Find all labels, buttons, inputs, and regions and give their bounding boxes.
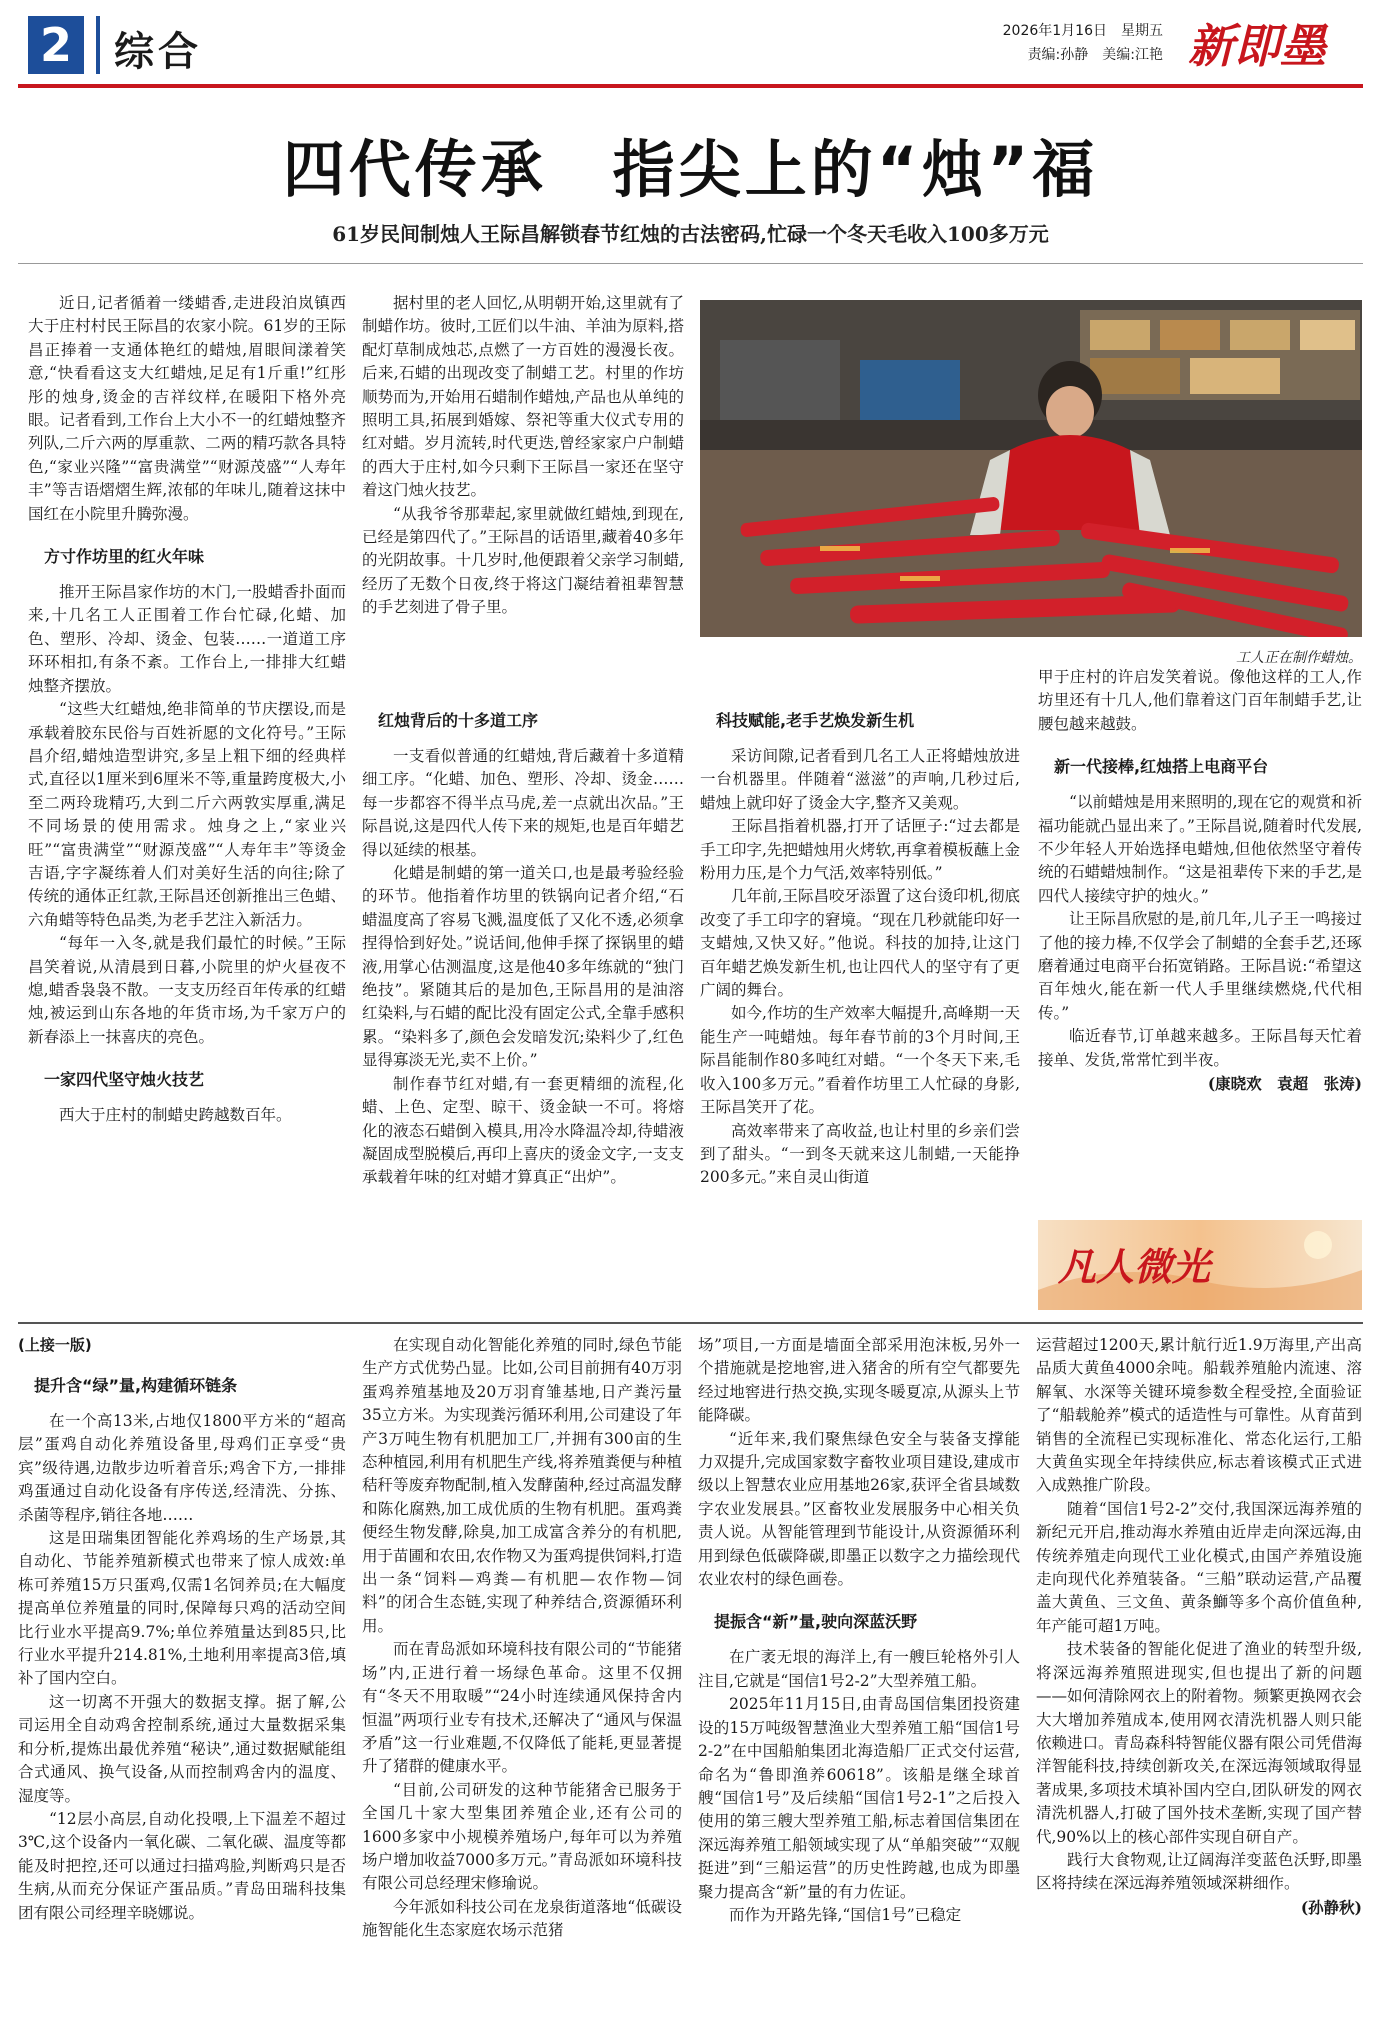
article-column-4 bbox=[1038, 666, 1362, 1096]
paragraph: 化蜡是制蜡的第一道关口,也是最考验经验的环节。他指着作坊里的铁锅向记者介绍,“石蜡温度高了容易飞溅,温度低了又化不透,必须拿捏得恰到好处。”说话间,他伸手探了探锅里的蜡液,用掌心估测温度,这是他40多年练就的“独门绝技”。紧随其后的是加色,王际昌用的是油溶红染料,与石蜡的配比没有固定公式,全靠手感积累。“染料多了,颜色会发暗发沉;染料少了,红色显得寡淡无光,卖不上价。” bbox=[362, 864, 684, 1070]
paragraph: “12层小高层,自动化投喂,上下温差不超过3℃,这个设备内一氧化碳、二氧化碳、温度等都能及时把控,还可以通过扫描鸡脸,判断鸡只是否生病,从而充分保证产蛋品质。”青岛田瑞科技集团有限公司经理辛晓娜说。 bbox=[18, 1809, 346, 1922]
paragraph: 推开王际昌家作坊的木门,一股蜡香扑面而来,十几名工人正围着工作台忙碌,化蜡、加色、塑形、冷却、烫金、包装……一道道工序环环相扣,有条不紊。工作台上,一排排大红蜡烛整齐摆放。 bbox=[28, 583, 346, 695]
masthead-divider bbox=[96, 16, 100, 74]
paragraph: 制作春节红对蜡,有一套更精细的流程,化蜡、上色、定型、晾干、烫金缺一不可。将熔化的液态石蜡倒入模具,用冷水降温冷却,待蜡液凝固成型脱模后,再印上喜庆的烫金文字,一支支承载着年味的红对蜡才算真正“出炉”。 bbox=[362, 1074, 684, 1187]
paragraph: 技术装备的智能化促进了渔业的转型升级,将深远海养殖照进现实,但也提出了新的问题——如何清除网衣上的附着物。频繁更换网衣会大大增加养殖成本,使用网衣清洗机器人则只能依赖进口。青岛森科特智能仪器有限公司凭借海洋智能科技,持续创新攻关,在深远海领域取得显著成果,多项技术填补国内空白,团队研发的网衣清洗机器人,打破了国外技术垄断,实现了国产替代,90%以上的核心部件实现自研自产。 bbox=[1036, 1640, 1362, 1846]
subheading: 一家四代坚守烛火技艺 bbox=[44, 1070, 205, 1090]
continuation-column-1 bbox=[18, 1334, 346, 1925]
paragraph: 王际昌指着机器,打开了话匣子:“过去都是手工印字,先把蜡烛用火烤软,再拿着模板蘸上金粉用力压,是个力气活,效率特别低。” bbox=[700, 817, 1020, 883]
paragraph: 在广袤无垠的海洋上,有一艘巨轮格外引人注目,它就是“国信1号2-2”大型养殖工船。 bbox=[698, 1648, 1020, 1690]
paragraph: 近日,记者循着一缕蜡香,走进段泊岚镇西大于庄村村民王际昌的农家小院。61岁的王际昌正捧着一支通体艳红的蜡烛,眉眼间漾着笑意,“快看看这支大红蜡烛,足足有1斤重!”红彤彤的烛身,烫金的吉祥纹样,在暖阳下格外亮眼。记者看到,工作台上大小不一的红蜡烛整齐列队,二斤六两的厚重款、二两的精巧款各具特色,“家业兴隆”“富贵满堂”“财源茂盛”“人寿年丰”等吉语熠熠生辉,浓郁的年味儿,随着这抹中国红在小院里升腾弥漫。 bbox=[28, 294, 346, 523]
photo-caption: 工人正在制作蜡烛。 bbox=[1236, 650, 1362, 666]
paragraph: 而作为开路先锋,“国信1号”已稳定 bbox=[729, 1905, 962, 1924]
paragraph: “从我爷爷那辈起,家里就做红蜡烛,到现在,已经是第四代了。”王际昌的话语里,藏着40多年的光阴故事。十几岁时,他便跟着父亲学习制蜡,经历了无数个日夜,终于将这门凝结着祖辈智慧的手艺刻进了骨子里。 bbox=[362, 504, 684, 617]
article-column-3 bbox=[700, 690, 1020, 1190]
paragraph: 甲于庄村的许启发笑着说。像他这样的工人,作坊里还有十几人,他们靠着这门百年制蜡手艺,让腰包越来越鼓。 bbox=[1038, 668, 1362, 733]
logo-calligraphy: 新即墨 bbox=[1188, 19, 1326, 73]
section-rule bbox=[18, 1322, 1363, 1324]
section-title: 综合 bbox=[114, 29, 202, 75]
subheading: 红烛背后的十多道工序 bbox=[378, 711, 539, 730]
paragraph: 一支看似普通的红蜡烛,背后藏着十多道精细工序。“化蜡、加色、塑形、冷却、烫金……每一步都容不得半点马虎,差一点就出次品。”王际昌说,这是四代人传下来的规矩,也是百年蜡艺得以延续的根基。 bbox=[362, 747, 684, 859]
workshop-photo bbox=[700, 300, 1362, 637]
continuation-column-3 bbox=[698, 1334, 1020, 1927]
continuation-column-4 bbox=[1036, 1334, 1362, 1919]
subheading: 提升含“绿”量,构建循环链条 bbox=[34, 1376, 238, 1395]
paragraph: 而在青岛派如环境科技有限公司的“节能猪场”内,正进行着一场绿色革命。这里不仅拥有“冬天不用取暖”“24小时连续通风保持舍内恒温”两项行业专有技术,还解决了“通风与保温矛盾”这一行业难题,不仅降低了能耗,更显著提升了猪群的健康水平。 bbox=[362, 1640, 682, 1776]
paragraph: 如今,作坊的生产效率大幅提升,高峰期一天能生产一吨蜡烛。每年春节前的3个月时间,王际昌能制作80多吨红对蜡。“一个冬天下来,毛收入100多万元。”看着作坊里工人忙碌的身影,王际昌笑开了花。 bbox=[700, 1004, 1020, 1117]
continuation-label: (上接一版) bbox=[18, 1336, 92, 1354]
paragraph: 在一个高13米,占地仅1800平方米的“超高层”蛋鸡自动化养殖设备里,母鸡们正享受“贵宾”级待遇,边散步边听着音乐;鸡舍下方,一排排鸡蛋通过自动化设备有序传送,经清洗、分拣、杀菌等程序,销往各地…… bbox=[18, 1412, 346, 1524]
editors-line: 责编:孙静 美编:江艳 bbox=[1027, 47, 1163, 63]
paragraph: 这一切离不开强大的数据支撑。据了解,公司运用全自动鸡舍控制系统,通过大量数据采集和分析,提炼出最优养殖“秘诀”,通过数据赋能组合式通风、换气设备,从而控制鸡舍内的温度、湿度等。 bbox=[18, 1692, 346, 1805]
headline: 四代传承 指尖上的“烛”福 bbox=[282, 133, 1099, 206]
paragraph: 临近春节,订单越来越多。王际昌每天忙着接单、发货,常常忙到半夜。 bbox=[1038, 1027, 1362, 1069]
paragraph: 运营超过1200天,累计航行近1.9万海里,产出高品质大黄鱼4000余吨。船载养殖舱内流速、溶解氧、水深等关键环境参数全程受控,全面验证了“船载舱养”模式的适造性与可靠性。从育苗到销售的全流程已实现标准化、常态化运行,工船大黄鱼实现全年持续供应,标志着该模式正式进入成熟推广阶段。 bbox=[1036, 1336, 1362, 1495]
paragraph: 践行大食物观,让辽阔海洋变蓝色沃野,即墨区将持续在深远海养殖领域深耕细作。 bbox=[1036, 1850, 1362, 1893]
masthead bbox=[18, 10, 1363, 88]
paragraph: 2025年11月15日,由青岛国信集团投资建设的15万吨级智慧渔业大型养殖工船“国信1号2-2”在中国船舶集团北海造船厂正式交付运营,命名为“鲁即渔养60618”。该船是继全球首艘“国信1号”及后续船“国信1号2-1”之后投入使用的第三艘大型养殖工船,标志着国信集团在深远海养殖工船领域实现了从“单船突破”“双舰挺进”到“三船运营”的历史性跨越,也成为即墨聚力提高含“新”量的有力佐证。 bbox=[698, 1695, 1020, 1901]
paragraph: 这是田瑞集团智能化养鸡场的生产场景,其自动化、节能养殖新模式也带来了惊人成效:单栋可养殖15万只蛋鸡,仅需1名饲养员;在大幅度提高单位养殖量的同时,保障每只鸡的活动空间比行业水平提高9.7%;单位养殖量达到85只,比行业水平提升214.81%,土地利用率提高3倍,填补了国内空白。 bbox=[18, 1529, 346, 1688]
paragraph: 高效率带来了高收益,也让村里的乡亲们尝到了甜头。“一到冬天就来这儿制蜡,一天能挣200多元。”来自灵山街道 bbox=[700, 1121, 1020, 1187]
continuation-column-2 bbox=[362, 1334, 682, 1943]
byline: (康晓欢 袁超 张涛) bbox=[1207, 1074, 1362, 1094]
paragraph: 随着“国信1号2-2”交付,我国深远海养殖的新纪元开启,推动海水养殖由近岸走向深远海,由传统养殖走向现代工业化模式,由国产养殖设施走向现代化养殖装备。“三船”联动运营,产品覆盖大黄鱼、三文鱼、黄条鰤等多个高价值鱼种,年产能可超1万吨。 bbox=[1036, 1499, 1362, 1635]
paragraph: 据村里的老人回忆,从明朝开始,这里就有了制蜡作坊。彼时,工匠们以牛油、羊油为原料,搭配灯草制成烛芯,点燃了一方百姓的漫漫长夜。后来,石蜡的出现改变了制蜡工艺。村里的作坊顺势而为,开始用石蜡制作蜡烛,产品也从单纯的照明工具,拓展到婚嫁、祭祀等重大仪式专用的红对蜡。岁月流转,时代更迭,曾经家家户户制蜡的西大于庄村,如今只剩下王际昌一家还在坚守着这门烛火技艺。 bbox=[362, 294, 684, 500]
article-column-1 bbox=[28, 292, 346, 1128]
paragraph: 采访间隙,记者看到几名工人正将蜡烛放进一台机器里。伴随着“滋滋”的声响,几秒过后,蜡烛上就印好了烫金大字,整齐又美观。 bbox=[700, 747, 1020, 812]
banner-title: 凡人微光 bbox=[1058, 1244, 1211, 1289]
paragraph: “这些大红蜡烛,绝非简单的节庆摆设,而是承载着胶东民俗与百姓祈愿的文化符号。”王际昌介绍,蜡烛造型讲究,多呈上粗下细的经典样式,直径以1厘米到6厘米不等,重量跨度极大,小至二两玲珑精巧,大到二斤六两敦实厚重,满足不同场景的使用需求。烛身之上,“家业兴旺”“富贵满堂”“财源茂盛”“人寿年丰”等烫金吉语,字字凝练着人们对美好生活的向往;除了传统的通体正红款,王际昌还创新推出三色蜡、六角蜡等特色品类,为老手艺注入新活力。 bbox=[28, 700, 346, 929]
paragraph: 让王际昌欣慰的是,前几年,儿子王一鸣接过了他的接力棒,不仅学会了制蜡的全套手艺,还琢磨着通过电商平台拓宽销路。王际昌说:“希望这百年烛火,能在新一代人手里继续燃烧,代代相传。” bbox=[1038, 910, 1362, 1022]
feature-banner bbox=[1038, 1220, 1362, 1310]
paragraph: 场”项目,一方面是墙面全部采用泡沫板,另外一个措施就是挖地窖,进入猪舍的所有空气都要先经过地窖进行热交换,实现冬暖夏凉,从源头上节能降碳。 bbox=[698, 1336, 1020, 1425]
paragraph: “以前蜡烛是用来照明的,现在它的观赏和祈福功能就凸显出来了。”王际昌说,随着时代发展,不少年轻人开始选择电蜡烛,但他依然坚守着传统的石蜡蜡烛制作。“这是祖辈传下来的手艺,是四代人接续守护的烛火。” bbox=[1038, 793, 1362, 905]
paragraph: “近年来,我们聚焦绿色安全与装备支撑能力双提升,完成国家数字畜牧业项目建设,建成市级以上智慧农业应用基地26家,获评全省县域数字农业发展县。”区畜牧业发展服务中心相关负责人说。从智能管理到节能设计,从资源循环利用到绿色低碳降碳,即墨正以数字之力描绘现代农业农村的绿色画卷。 bbox=[698, 1429, 1020, 1589]
byline: (孙静秋) bbox=[1300, 1897, 1362, 1917]
paragraph: 几年前,王际昌咬牙添置了这台烫印机,彻底改变了手工印字的窘境。“现在几秒就能印好一支蜡烛,又快又好。”他说。科技的加持,让这门百年蜡艺焕发新生机,也让四代人的坚守有了更广阔的舞台。 bbox=[700, 887, 1020, 1000]
subheadline: 61岁民间制烛人王际昌解锁春节红烛的古法密码,忙碌一个冬天毛收入100多万元 bbox=[332, 222, 1049, 246]
headline-rule bbox=[18, 263, 1363, 264]
article-column-2-bottom bbox=[362, 690, 684, 1190]
paragraph: “目前,公司研发的这种节能猪舍已服务于全国几十家大型集团养殖企业,还有公司的1600多家中小规模养殖场户,每年可以为养殖场户增加收益7000多万元。”青岛派如环境科技有限公司总经理宋修瑜说。 bbox=[362, 1780, 682, 1893]
subheading: 方寸作坊里的红火年味 bbox=[44, 547, 205, 567]
paragraph: 在实现自动化智能化养殖的同时,绿色节能生产方式优势凸显。比如,公司目前拥有40万羽蛋鸡养殖基地及20万羽育雏基地,日产粪污量35立方米。为实现粪污循环利用,公司建设了年产3万吨生物有机肥加工厂,并拥有300亩的生态种植园,利用有机肥生产线,将养殖粪便与种植秸秆等废弃物配制,植入发酵菌种,经过高温发酵和陈化腐熟,加工成优质的生物有机肥。蛋鸡粪便经生物发酵,除臭,加工成富含养分的有机肥,用于苗圃和农田,农作物又为蛋鸡提供饲料,打造出一条“饲料—鸡粪—有机肥—农作物—饲料”的闭合生态链,实现了种养结合,资源循环利用。 bbox=[362, 1336, 682, 1635]
issue-date: 2026年1月16日 星期五 bbox=[1002, 23, 1163, 39]
subheading: 新一代接棒,红烛搭上电商平台 bbox=[1054, 757, 1269, 777]
paragraph: 西大于庄村的制蜡史跨越数百年。 bbox=[59, 1106, 292, 1125]
subheading: 提振含“新”量,驶向深蓝沃野 bbox=[714, 1612, 918, 1632]
paragraph: “每年一入冬,就是我们最忙的时候。”王际昌笑着说,从清晨到日暮,小院里的炉火昼夜不熄,蜡香袅袅不散。一支支历经百年传承的红蜡烛,被运到山东各地的年货市场,为千家万户的新春添上一抹喜庆的亮色。 bbox=[28, 934, 346, 1046]
article-column-2-top bbox=[362, 292, 684, 652]
newspaper-logo bbox=[1183, 10, 1363, 80]
page-number: 2 bbox=[28, 16, 84, 74]
paragraph: 今年派如科技公司在龙泉街道落地“低碳设施智能化生态家庭农场示范猪 bbox=[362, 1897, 682, 1940]
subheading: 科技赋能,老手艺焕发新生机 bbox=[716, 711, 915, 730]
